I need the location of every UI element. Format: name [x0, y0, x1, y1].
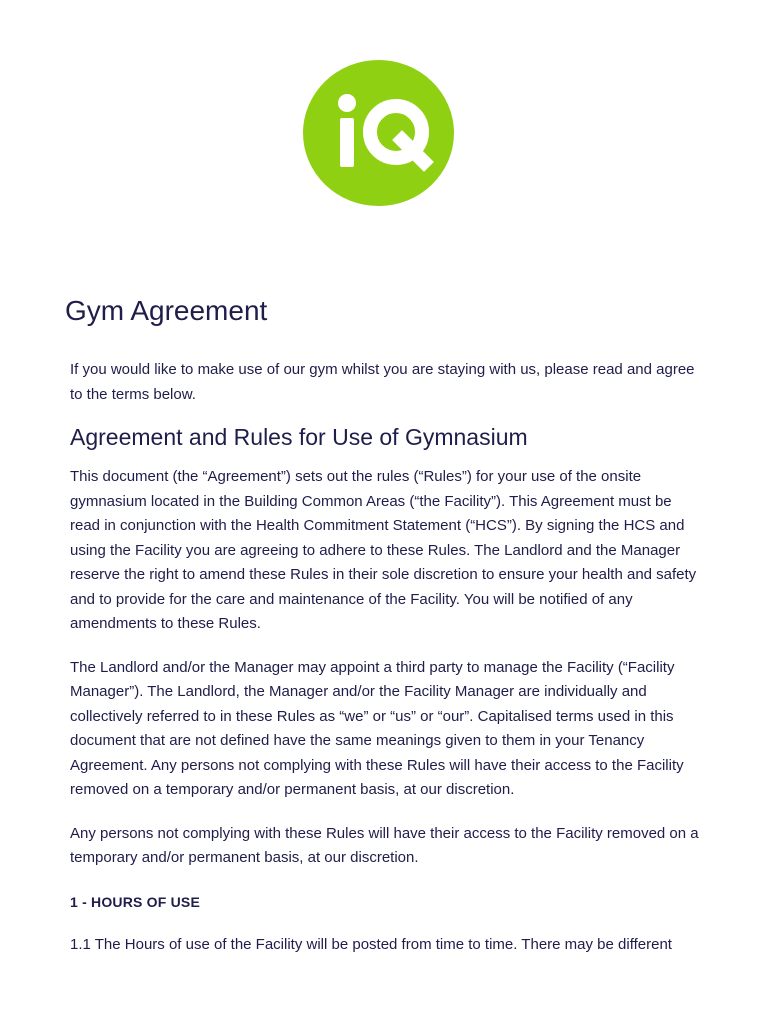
agreement-paragraph: This document (the “Agreement”) sets out the rules (“Rules”) for your use of the onsite gymnasium located in the Building Common Areas (“the Facility”). This Agreement must be read in conjunction with the Health Commitment Statement (“HCS”). By signing the HCS and using the Facility you are agreeing to adhere to these Rules. The Landlord and the Manager reserve the right to amend these Rules in their sole discretion to ensure your health and safety and to provide for the care and maintenance of the Facility. You will be notified of any amendments to these Rules.	[70, 468, 697, 632]
agreement-paragraph: Any persons not complying with these Rules will have their access to the Facility removed on a temporary and/or permanent basis, at our discretion.	[70, 824, 699, 866]
hours-of-use-heading: 1 - HOURS OF USE	[70, 893, 200, 910]
agreement-heading: Agreement and Rules for Use of Gymnasium	[70, 424, 528, 450]
agreement-paragraph: The Landlord and/or the Manager may appoint a third party to manage the Facility (“Facility Manager”). The Landlord, the Manager and/or the Facility Manager are individually and collectively referred to in these Rules as “we” or “us” or “our”. Capitalised terms used in this document that are not defined have the same meanings given to them in your Tenancy Agreement. Any persons not complying with these Rules will have their access to the Facility removed on a temporary and/or permanent basis, at our discretion.	[70, 658, 684, 798]
document-body	[70, 358, 702, 977]
page-title: Gym Agreement	[65, 295, 268, 326]
intro-text: If you would like to make use of our gym whilst you are staying with us, please read and agree to the terms below.	[70, 361, 695, 403]
iq-logo	[303, 60, 454, 206]
hours-of-use-item: 1.1 The Hours of use of the Facility will be posted from time to time. There may be different	[70, 936, 672, 953]
